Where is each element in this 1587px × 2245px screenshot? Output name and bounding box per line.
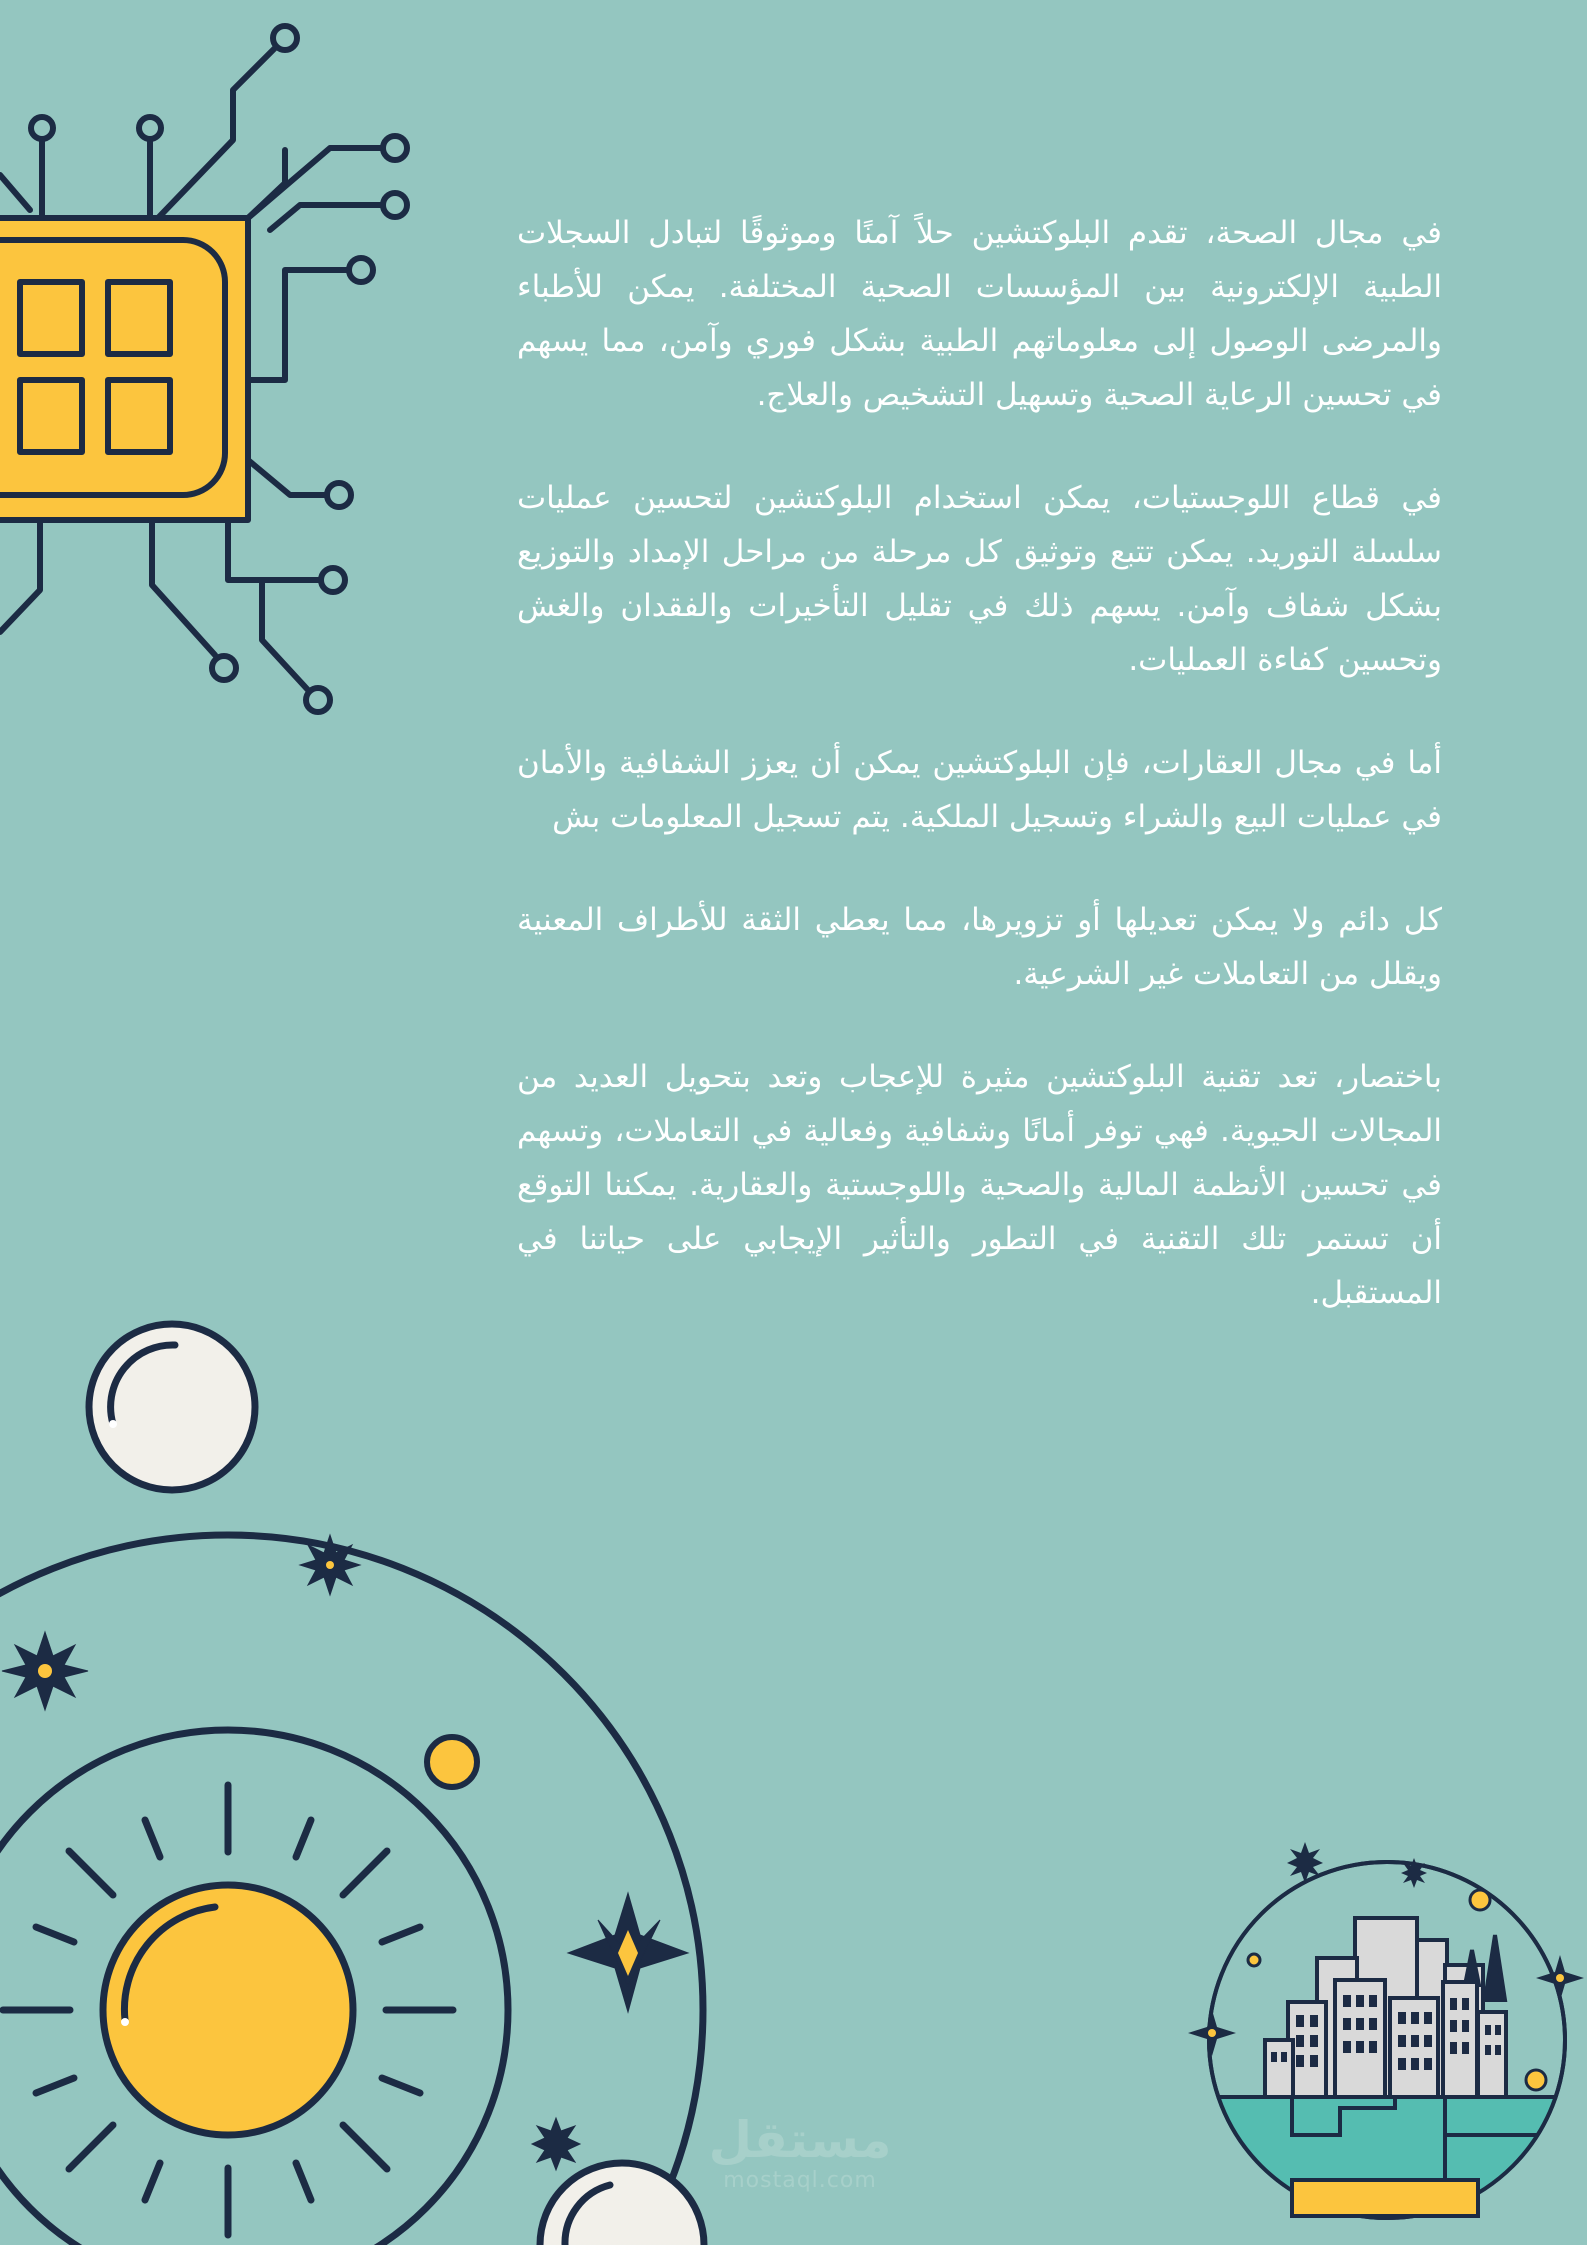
sparkle-icon bbox=[2, 1535, 688, 2170]
bottom-planet-icon bbox=[540, 2163, 704, 2245]
paragraph-trust: كل دائم ولا يمكن تعديلها أو تزويرها، مما يعطي الثقة للأطراف المعنية ويقلل من التعاملات غير الشرعية. bbox=[517, 902, 1442, 992]
watermark bbox=[700, 2112, 900, 2194]
paragraph-real-estate: أما في مجال العقارات، فإن البلوكتشين يمكن أن يعزز الشفافية والأمان في عمليات البيع والشراء وتسجيل الملكية. يتم تسجيل المعلومات بش bbox=[517, 745, 1442, 835]
watermark-url: mostaql.com bbox=[723, 2168, 877, 2193]
paragraph-logistics: في قطاع اللوجستيات، يمكن استخدام البلوكتشين لتحسين عمليات سلسلة التوريد. يمكن تتبع وتوثيق كل مرحلة من مراحل الإمداد والتوزيع بشكل شفاف وآمن. يسهم ذلك في تقليل التأخيرات والفقدان والغش وتحسين كفاءة العمليات. bbox=[517, 480, 1442, 678]
planet-icon bbox=[89, 1324, 255, 1490]
article-body bbox=[517, 206, 1442, 1369]
microchip-icon bbox=[0, 26, 407, 712]
sun-icon bbox=[3, 1785, 453, 2235]
city-globe-icon bbox=[1188, 1842, 1584, 2245]
paragraph-health: في مجال الصحة، تقدم البلوكتشين حلاً آمنًا وموثوقًا لتبادل السجلات الطبية الإلكترونية بين المؤسسات الصحية المختلفة. يمكن للأطباء والمرضى الوصول إلى معلوماتهم الطبية بشكل فوري وآمن، مما يسهم في تحسين الرعاية الصحية وتسهيل التشخيص والعلاج. bbox=[517, 215, 1442, 413]
paragraph-summary: باختصار، تعد تقنية البلوكتشين مثيرة للإعجاب وتعد بتحويل العديد من المجالات الحيوية. فهي توفر أمانًا وشفافية وفعالية في التعاملات، وتسهم في تحسين الأنظمة المالية والصحية واللوجستية والعقارية. يمكننا التوقع أن تستمر تلك التقنية في التطور والتأثير الإيجابي على حياتنا في المستقبل. bbox=[517, 1059, 1442, 1311]
small-planet-icon bbox=[427, 1737, 477, 1787]
watermark-logo-text: مستقل bbox=[708, 2111, 892, 2169]
